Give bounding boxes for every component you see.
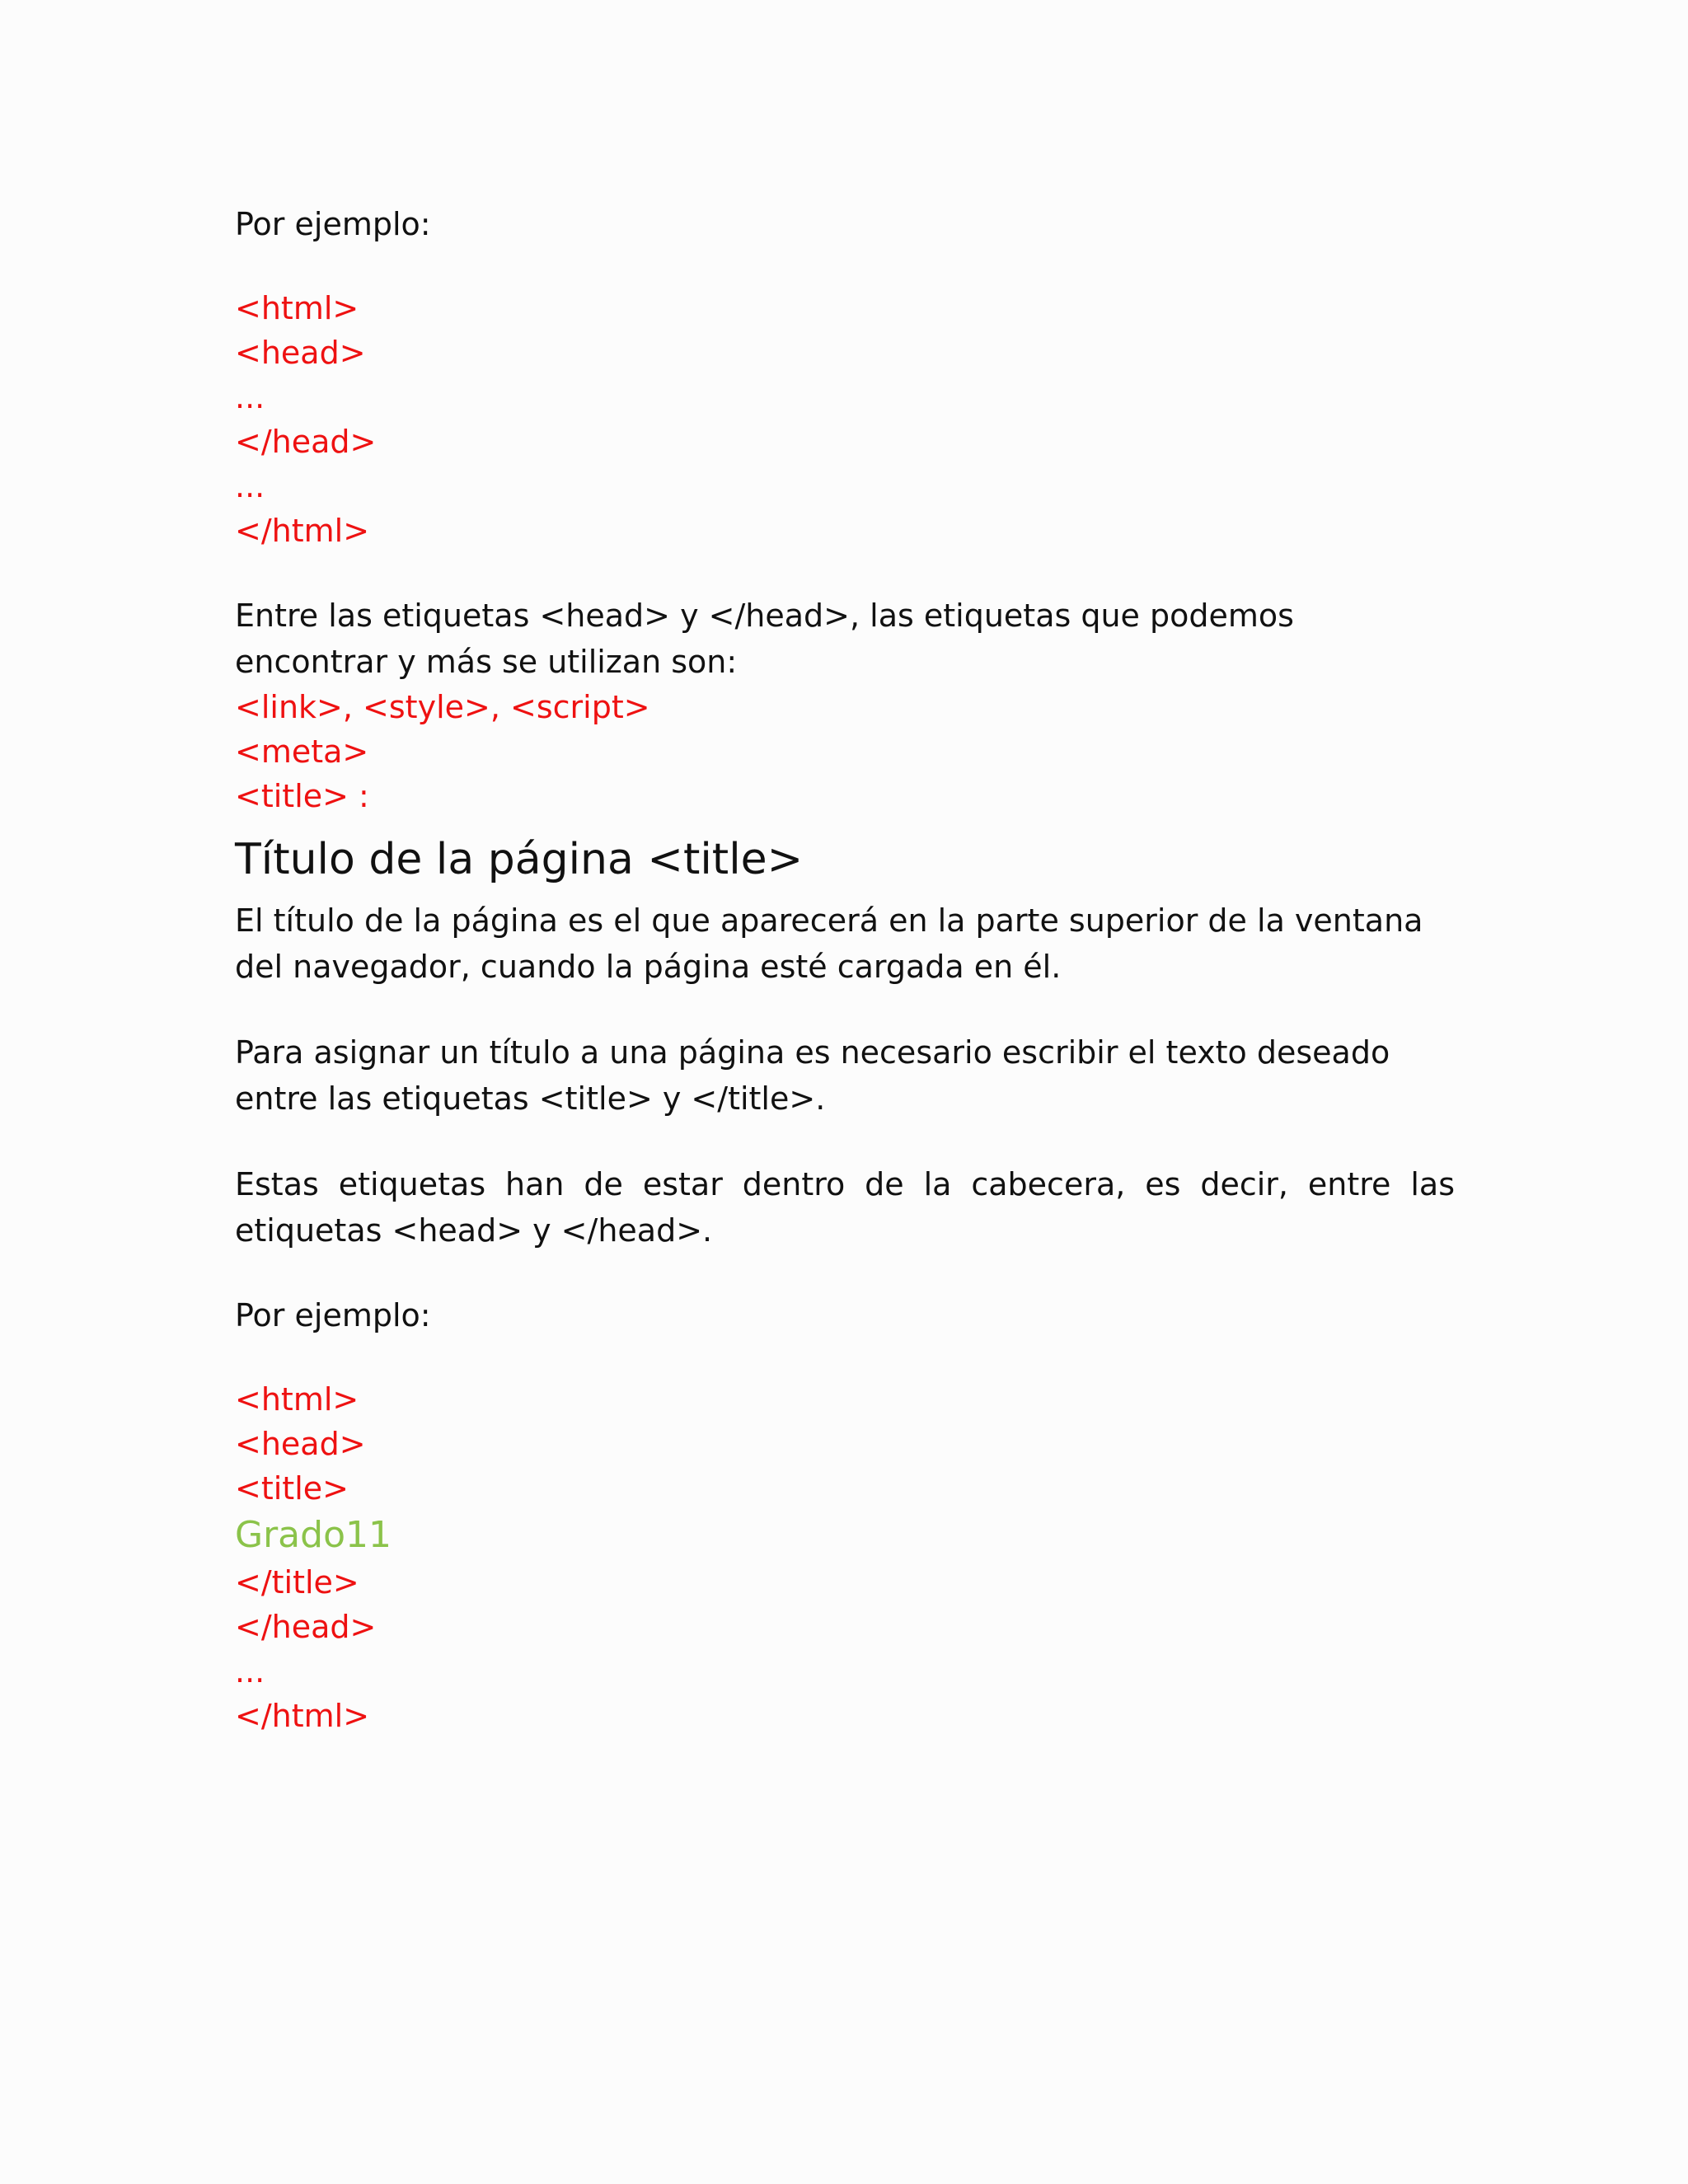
- head-tags-list: [235, 685, 1455, 818]
- code-line: ...: [235, 468, 265, 504]
- code-line: </head>: [235, 424, 377, 460]
- spacer: [235, 553, 1455, 593]
- code-line: <head>: [235, 1426, 366, 1462]
- spacer: [235, 1338, 1455, 1377]
- code-line: <head>: [235, 335, 366, 371]
- code-line: <title>: [235, 1470, 349, 1507]
- spacer: [235, 990, 1455, 1029]
- example-intro-2: Por ejemplo:: [235, 1297, 431, 1333]
- tag-line: <title> :: [235, 778, 369, 814]
- title-description-paragraph: El título de la página es el que aparecerá en la parte superior de la ventana del navegador, cuando la página esté cargada en él.: [235, 902, 1423, 985]
- spacer: [235, 1254, 1455, 1293]
- title-value: Grado11: [235, 1514, 392, 1556]
- spacer: [235, 1122, 1455, 1161]
- code-line: <html>: [235, 1381, 359, 1418]
- code-line: </html>: [235, 1698, 370, 1734]
- code-example-1: [235, 286, 1455, 553]
- head-tags-paragraph: Entre las etiquetas <head> y </head>, las etiquetas que podemos encontrar y más se utilizan son:: [235, 598, 1294, 680]
- code-line: ...: [235, 379, 265, 415]
- code-example-2: [235, 1377, 1455, 1738]
- code-line: </head>: [235, 1609, 377, 1645]
- tag-line: <meta>: [235, 733, 369, 770]
- section-heading: Título de la página <title>: [235, 835, 804, 884]
- spacer: [235, 246, 1455, 286]
- title-location-paragraph: Estas etiquetas han de estar dentro de la cabecera, es decir, entre las etiquetas <head> y </head>.: [235, 1166, 1455, 1249]
- example-intro-1: Por ejemplo:: [235, 206, 431, 242]
- title-assign-paragraph: Para asignar un título a una página es necesario escribir el texto deseado entre las etiquetas <title> y </title>.: [235, 1034, 1390, 1117]
- document-content: [235, 202, 1455, 1738]
- tag-line: <link>, <style>, <script>: [235, 689, 650, 725]
- code-line: </title>: [235, 1564, 359, 1601]
- code-line: </html>: [235, 513, 370, 549]
- code-line: <html>: [235, 290, 359, 326]
- code-line: ...: [235, 1653, 265, 1690]
